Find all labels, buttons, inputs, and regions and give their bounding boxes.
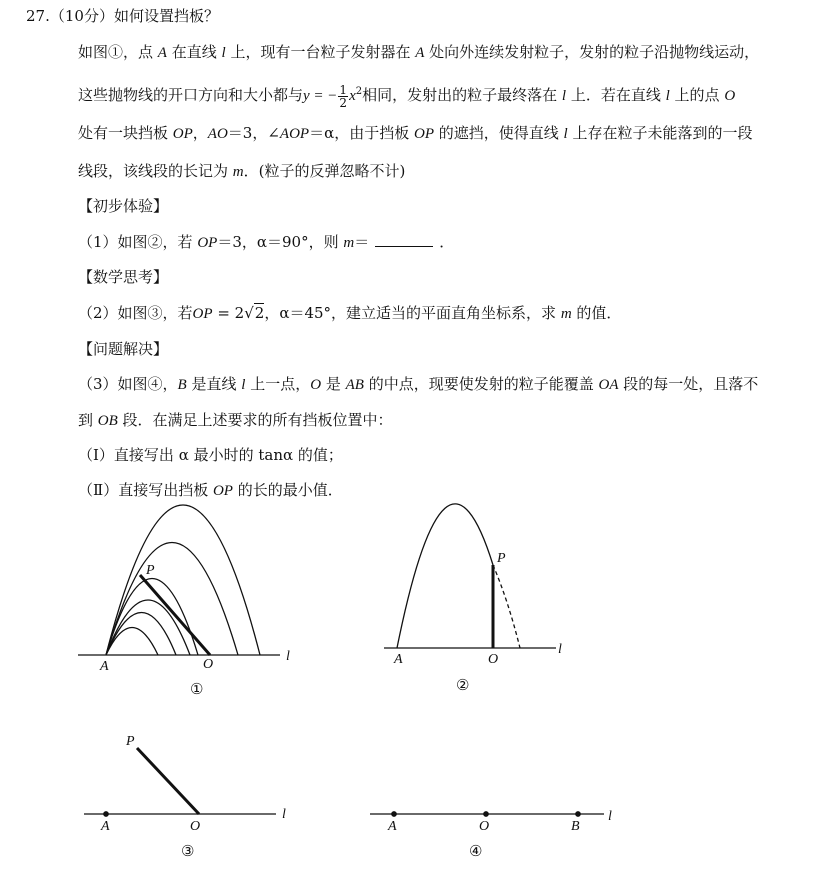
section-heading-2: 【数学思考】 bbox=[78, 268, 169, 286]
question-3-line-1: （3）如图④，B 是直线 l 上一点，O 是 AB 的中点，现要使发射的粒子能覆盖 OA 段的每一处，且落不 bbox=[78, 375, 759, 393]
problem-title: 27.（10分）如何设置挡板？ bbox=[26, 7, 219, 25]
fig4-label-b: B bbox=[571, 819, 580, 834]
figure-1 bbox=[78, 505, 290, 698]
fig3-label-p: P bbox=[126, 734, 135, 749]
fig2-label-a: A bbox=[394, 652, 403, 667]
fig2-caption: ② bbox=[456, 678, 470, 694]
fig4-label-o: O bbox=[479, 819, 490, 834]
paragraph-line-3: 处有一块挡板 OP，AO＝3，∠AOP＝α，由于挡板 OP 的遮挡，使得直线 l 上存在粒子未能落到的一段 bbox=[78, 124, 753, 142]
fig4-caption: ④ bbox=[469, 844, 483, 860]
fig1-parabola-2 bbox=[106, 543, 238, 656]
question-1: （1）如图②，若 OP＝3，α＝90°，则 m＝ ． bbox=[78, 233, 455, 251]
fig1-label-a: A bbox=[100, 659, 109, 674]
question-3-line-2: 到 OB 段．在满足上述要求的所有挡板位置中： bbox=[78, 411, 393, 429]
fig3-label-l: l bbox=[282, 807, 286, 822]
question-3-part-i: （Ⅰ）直接写出 α 最小时的 tanα 的值； bbox=[78, 446, 343, 464]
figure-4 bbox=[370, 809, 612, 860]
fig2-dashed-trajectory bbox=[493, 565, 520, 648]
fig4-point-o bbox=[484, 812, 488, 816]
paragraph-line-1: 如图①，点 A 在直线 l 上，现有一台粒子发射器在 A 处向外连续发射粒子，发射的粒子沿抛物线运动， bbox=[78, 43, 760, 61]
question-3-part-ii: （Ⅱ）直接写出挡板 OP 的长的最小值． bbox=[78, 481, 343, 499]
fig3-point-a bbox=[104, 812, 108, 816]
fig1-caption: ① bbox=[190, 682, 204, 698]
section-heading-3: 【问题解决】 bbox=[78, 340, 169, 358]
fig1-label-o: O bbox=[203, 657, 214, 672]
fig4-point-a bbox=[392, 812, 396, 816]
fig2-label-l: l bbox=[558, 642, 562, 657]
fraction-half: $\frac{1}{2}$ bbox=[339, 82, 348, 110]
fig4-point-b bbox=[576, 812, 580, 816]
fig3-label-o: O bbox=[190, 819, 201, 834]
fig1-label-p: P bbox=[146, 563, 155, 578]
section-heading-1: 【初步体验】 bbox=[78, 197, 169, 215]
fig1-parabola-1 bbox=[106, 505, 260, 655]
figure-3 bbox=[84, 734, 286, 860]
paragraph-line-4: 线段，该线段的长记为 m．(粒子的反弹忽略不计) bbox=[78, 162, 406, 180]
figure-2 bbox=[384, 504, 562, 694]
fig1-label-l: l bbox=[286, 649, 290, 664]
fig4-label-l: l bbox=[608, 809, 612, 824]
fig3-label-a: A bbox=[101, 819, 110, 834]
paragraph-line-2: 这些抛物线的开口方向和大小都与y = − $\frac{1}{2}$ $x^2$相同，发射出的粒子最终落在 l 上．若在直线 l 上的点 O bbox=[78, 82, 736, 110]
fig4-label-a: A bbox=[388, 819, 397, 834]
fig2-label-o: O bbox=[488, 652, 499, 667]
question-2: （2）如图③，若OP = 2√2，α＝45°，建立适当的平面直角坐标系，求 m 的值． bbox=[78, 304, 622, 322]
fig3-caption: ③ bbox=[181, 844, 195, 860]
fig3-barrier-op bbox=[137, 748, 199, 814]
fig2-label-p: P bbox=[497, 551, 506, 566]
fig2-parabola bbox=[397, 504, 493, 648]
